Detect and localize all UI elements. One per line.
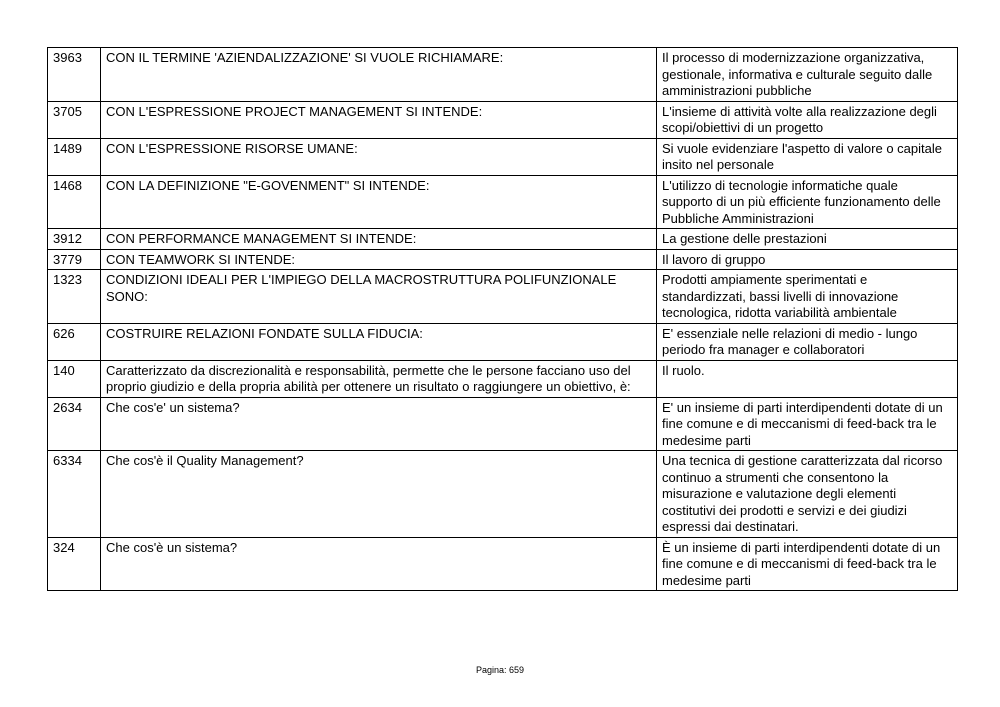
question-id-cell: 626 — [48, 323, 101, 360]
table-row — [48, 229, 958, 250]
question-id-cell: 1323 — [48, 270, 101, 324]
table-row — [48, 249, 958, 270]
question-cell: CON PERFORMANCE MANAGEMENT SI INTENDE: — [101, 229, 657, 250]
table-row — [48, 101, 958, 138]
question-id-cell: 3705 — [48, 101, 101, 138]
question-id-cell: 140 — [48, 360, 101, 397]
table-row — [48, 48, 958, 102]
answer-cell: La gestione delle prestazioni — [657, 229, 958, 250]
question-id-cell: 3779 — [48, 249, 101, 270]
answer-cell: E' un insieme di parti interdipendenti dotate di un fine comune e di meccanismi di feed-back tra le medesime parti — [657, 397, 958, 451]
question-cell: CON L'ESPRESSIONE PROJECT MANAGEMENT SI INTENDE: — [101, 101, 657, 138]
question-cell: CON TEAMWORK SI INTENDE: — [101, 249, 657, 270]
question-cell: Che cos'è il Quality Management? — [101, 451, 657, 538]
answer-cell: È un insieme di parti interdipendenti dotate di un fine comune e di meccanismi di feed-back tra le medesime parti — [657, 537, 958, 591]
table-row — [48, 451, 958, 538]
answer-cell: Si vuole evidenziare l'aspetto di valore o capitale insito nel personale — [657, 138, 958, 175]
answer-cell: Il lavoro di gruppo — [657, 249, 958, 270]
question-id-cell: 3963 — [48, 48, 101, 102]
table-row — [48, 537, 958, 591]
question-id-cell: 2634 — [48, 397, 101, 451]
table-row — [48, 360, 958, 397]
answer-cell: Una tecnica di gestione caratterizzata dal ricorso continuo a strumenti che consentono la misurazione e valutazione degli elementi costitutivi dei prodotti e servizi e dei giudizi espressi dai destinatari. — [657, 451, 958, 538]
table-row — [48, 175, 958, 229]
page-number: Pagina: 659 — [475, 665, 525, 675]
questions-table — [47, 47, 958, 591]
question-id-cell: 1489 — [48, 138, 101, 175]
answer-cell: Prodotti ampiamente sperimentati e standardizzati, bassi livelli di innovazione tecnologica, ridotta variabilità ambientale — [657, 270, 958, 324]
question-cell: Che cos'è un sistema? — [101, 537, 657, 591]
answer-cell: E' essenziale nelle relazioni di medio - lungo periodo fra manager e collaboratori — [657, 323, 958, 360]
question-cell: COSTRUIRE RELAZIONI FONDATE SULLA FIDUCIA: — [101, 323, 657, 360]
question-cell: Che cos'e' un sistema? — [101, 397, 657, 451]
answer-cell: L'insieme di attività volte alla realizzazione degli scopi/obiettivi di un progetto — [657, 101, 958, 138]
question-id-cell: 1468 — [48, 175, 101, 229]
question-cell: CONDIZIONI IDEALI PER L'IMPIEGO DELLA MACROSTRUTTURA POLIFUNZIONALE SONO: — [101, 270, 657, 324]
question-id-cell: 3912 — [48, 229, 101, 250]
question-cell: CON L'ESPRESSIONE RISORSE UMANE: — [101, 138, 657, 175]
answer-cell: L'utilizzo di tecnologie informatiche quale supporto di un più efficiente funzionamento delle Pubbliche Amministrazioni — [657, 175, 958, 229]
question-cell: CON IL TERMINE 'AZIENDALIZZAZIONE' SI VUOLE RICHIAMARE: — [101, 48, 657, 102]
question-id-cell: 324 — [48, 537, 101, 591]
answer-cell: Il processo di modernizzazione organizzativa, gestionale, informativa e culturale seguito dalle amministrazioni pubbliche — [657, 48, 958, 102]
question-cell: CON LA DEFINIZIONE "E-GOVENMENT" SI INTENDE: — [101, 175, 657, 229]
question-cell: Caratterizzato da discrezionalità e responsabilità, permette che le persone facciano uso del proprio giudizio e della propria abilità per ottenere un risultato o raggiungere un obiettivo, è: — [101, 360, 657, 397]
table-row — [48, 397, 958, 451]
question-id-cell: 6334 — [48, 451, 101, 538]
table-row — [48, 138, 958, 175]
answer-cell: Il ruolo. — [657, 360, 958, 397]
table-row — [48, 270, 958, 324]
table-row — [48, 323, 958, 360]
